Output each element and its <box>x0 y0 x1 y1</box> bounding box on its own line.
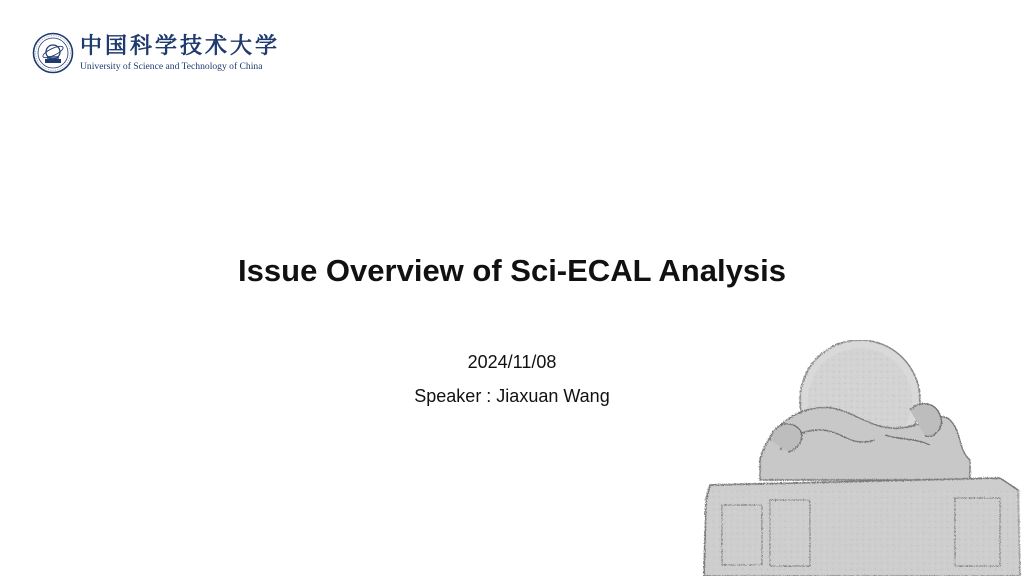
slide-date: 2024/11/08 <box>467 352 557 372</box>
campus-sculpture-icon <box>700 340 1024 576</box>
university-logo <box>32 32 281 76</box>
university-seal-icon <box>32 32 74 74</box>
speaker-line: Speaker : Jiaxuan Wang <box>414 386 610 406</box>
logo-english-name: University of Science and Technology of China <box>80 61 263 72</box>
slide-title: Issue Overview of Sci-ECAL Analysis <box>238 253 786 288</box>
logo-chinese-name: 中国科学技术大学 <box>80 33 281 59</box>
